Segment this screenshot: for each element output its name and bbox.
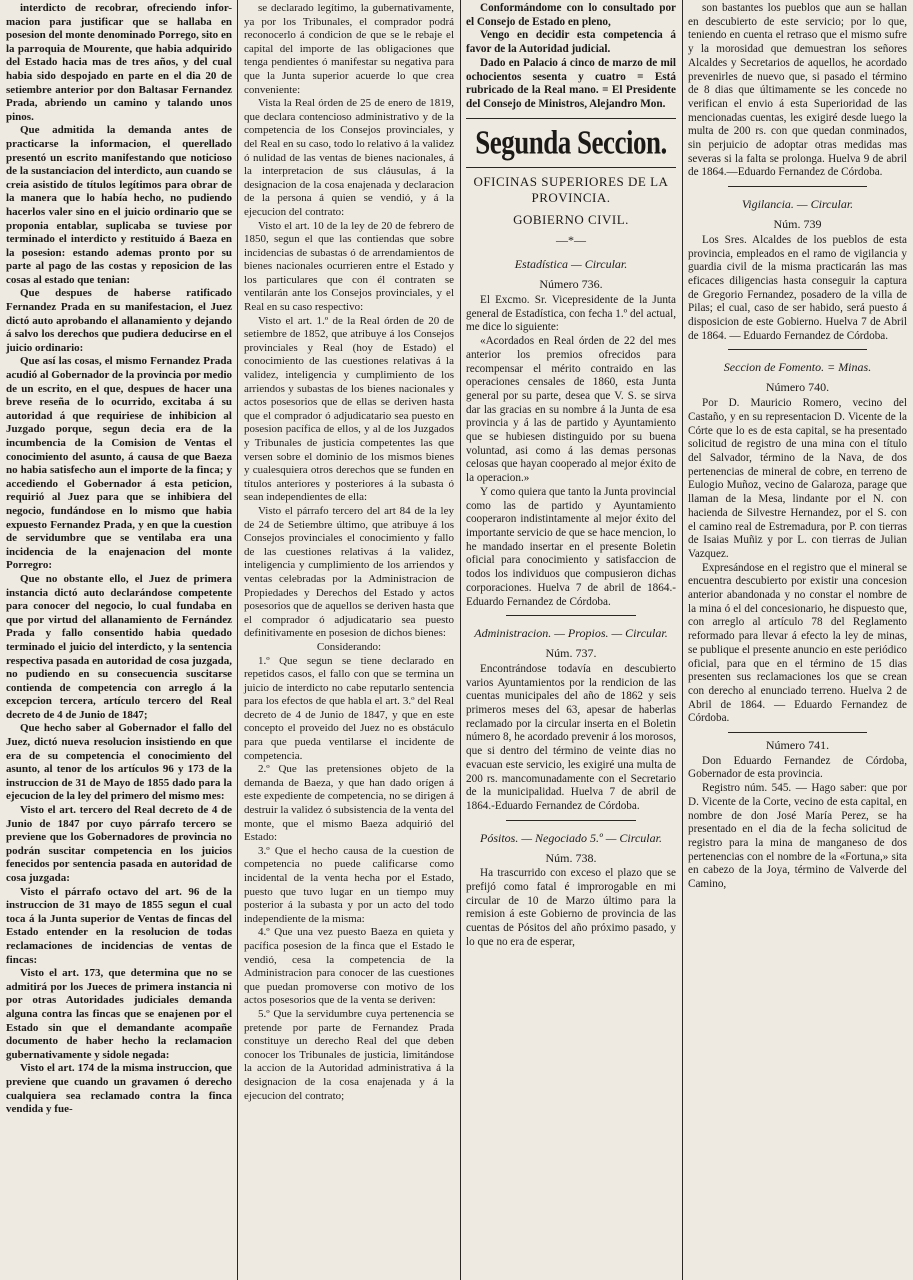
- paragraph: Visto el art. 1.º de la Real órden de 20 de setiembre de 1852, que atribuye á los Consejos provinciales y Real (hoy de Estado) el conocimiento de las cuestiones relativas á la validez, inteligencia y cumplimiento de los arriendos y subastas de los bienes nacionales y actos posesorios que de ellas se deriven hasta que el comprador ó adjudicatario sea puesto en posesion pacífica de ellos, y al de los Juzgados y Tribunales de justicia competentes las que versen sobre el dominio de los mismos bienes y cualesquiera otros derechos que se funden en títulos anteriores y posteriores á la subasta ó sean independientes de ella:: [244, 314, 454, 504]
- section-heading: Estadística — Circular.: [514, 257, 628, 272]
- paragraph: Visto el art. tercero del Real decreto de 4 de Junio de 1847 por cuyo párrafo tercero se previene que los Gobernadores de provincia no podrán suscitar competencia en los juicios fenecidos por sentencia pasada en autoridad de cosa juzgada:: [6, 804, 232, 884]
- paragraph: 4.º Que una vez puesto Baeza en quieta y pacífica posesion de la finca que el Estado le vendió, cesa la competencia de la Administracion para conocer de las cuestiones que puedan promoverse con motivo de los actos posesorios que de la venta se deriven:: [244, 926, 454, 1007]
- ornament-dash: —*—: [556, 232, 586, 247]
- paragraph: Que despues de haberse ratificado Fernandez Prada en su manifestacion, el Juez dictó auto aprobando el allanamiento y dejando á salvo los derechos que pudiera deducirse en el juicio ordinario:: [6, 287, 232, 354]
- paragraph: interdicto de recobrar, ofreciendo infor- macion para justificar que se hallaba en posesion del monte denominado Porrego, sito en la parroquia de Mourente, que habia adquirido del Estado hacia mas de tres años, y del cual habia sido despojado en parte en el dia 20 de setiembre anterior por don Baltasar Fernandez Prada, abriendo un camino y talando unos pinos.: [6, 2, 232, 123]
- paragraph: Registro núm. 545. — Hago saber: que por D. Vicente de la Corte, vecino de esta capital, en nombre de don José María Perez, se ha presentado en el dia de la fecha solicitud de registro para la mina de manganeso de dos pertenencias con el nombre de la «Fortuna,» sita en cabezo de la Joya, término de Valverde del Camino,: [688, 782, 907, 891]
- paragraph: Visto el párrafo octavo del art. 96 de la instruccion de 31 mayo de 1855 segun el cual toca á la Junta superior de Ventas de fincas del Estado entender en la resolucion de todas reclamaciones de incidencias de ventas de fincas:: [6, 885, 232, 966]
- paragraph: Visto el art. 173, que determina que no se admitirá por los Jueces de primera instancia ni por otras Autoridades judiciales demanda alguna contra las fincas que se enajenen por el Estado sin que el demandante acompañe documento de haber hecho la reclamacion gubernativamente y sidole negada:: [6, 967, 232, 1061]
- paragraph: Por D. Mauricio Romero, vecino del Castaño, y en su representacion D. Vicente de la Córte que lo es de esta capital, se ha presentado solicitud de registro de una mina con el título del Salvador, término de la Nava, de dos pertenencias de mineral de cobre, en terreno de Eulogio Muñoz, vecino de Galaroza, parage que llaman de la Mesa, lindante por el N. con hacienda de Silvestre Hernandez, por el S. con el camino real de Estremadura, por P. con tierras de Isaias Muñiz y por L. con tierras de Julian Vazquez.: [688, 397, 907, 560]
- paragraph: Don Eduardo Fernandez de Córdoba, Gobernador de esta provincia.: [688, 754, 907, 781]
- paragraph: Que así las cosas, el mismo Fernandez Prada acudió al Gobernador de la provincia por medio de un escrito, en el que, despues de hacer una breve reseña de lo ocurrido, excitaba á su autoridad á que requiriese de inhibicion al Juzgado porque, segun decia era de la incumbencia de la Comision de Ventas el conocimiento del asunto, á causa de que Baeza no habia satisfecho aun el importe de la finca; y accediendo el Gobernador á esta peticion, requirió al Juez para que se inhibiera del negocio, fundándose en lo mismo que habia expuesto Fernandez Prada, y en que la cuestion de servidumbre que se ventilaba era una incidencia de la enajenacion del monte Porregro:: [6, 355, 232, 572]
- notice-number: Número 740.: [765, 380, 830, 395]
- paragraph: Que hecho saber al Gobernador el fallo del Juez, dictó nueva resolucion insistiendo en que era de su competencia el conocimiento del asunto, al tenor de los artículos 96 y 173 de la instruccion de 31 de Mayo de 1855 dado para la ejecucion de la ley del primero del mismo mes:: [6, 722, 232, 803]
- notice-number: Número 741.: [765, 738, 830, 753]
- paragraph: Vista la Real órden de 25 de enero de 1819, que declara contencioso administrativo y de la competencia de los Consejos provinciales, y del Real en su caso, todo lo relativo á la validez ó nulidad de las ventas de bienes nacionales, á la interpretacion de sus cláusulas, á la designacion de la cosa enajenada y declaracion de la persona á quien se vendió, y á la ejecucion del contrato:: [244, 97, 454, 218]
- column-3: [460, 0, 682, 1280]
- paragraph: Que no obstante ello, el Juez de primera instancia dictó auto declarándose competente para conocer del negocio, lo cual fundaba en que por virtud del allanamiento de Fernández Prada y fallo consentido habia quedado terminado el juicio del interdicto, y la sentencia respectiva pasada en autoridad de cosa juzgada, no pudiendo en su consecuencia suscitarse contienda de competencia con arreglo á la excepcion tercera, artículo tercero del Real decreto de 4 de Junio de 1847;: [6, 572, 232, 721]
- paragraph: Expresándose en el registro que el mineral se encuentra descubierto por existir una concesion anterior abandonada y no constar el nombre de la mina ó el del concesionario, he dispuesto que, con arreglo al artículo 78 del Reglamento reformado para llevar á efecto la ley de minas, se publique el presente anuncio en este periódico oficial, para que en el término de 15 dias presenten sus reclamaciones los que se crean con derecho al enunciado terreno. Huelva 2 de Abril de 1864. — Eduardo Fernandez de Córdoba.: [688, 561, 908, 725]
- notice-number: Núm. 739: [773, 217, 822, 232]
- section-title: Segunda Seccion.: [475, 122, 667, 161]
- section-heading: Seccion de Fomento. = Minas.: [723, 360, 872, 375]
- paragraph: Encontrándose todavía en descubierto varios Ayuntamientos por la rendicion de las cuentas municipales del año de 1862 y seis primeros meses del 63, apesar de haberlas reclamado por la circular inserta en el Boletin número 8, he acordado prevenir á los morosos, que si dentro del término de veinte dias no evacuan este servicio, les exigiré una multa de 200 rs. mancomunadamente con el Secretario de la municipalidad. Huelva 7 de abril de 1864.-Eduardo Fernandez de Córdoba.: [466, 662, 676, 812]
- notice-number: Núm. 738.: [545, 850, 597, 865]
- notice-number: Núm. 737.: [545, 646, 597, 661]
- divider: [728, 732, 867, 733]
- paragraph: son bastantes los pueblos que aun se hallan en descubierto de este servicio; por lo que, teniendo en cuenta el retraso que el mismo sufre y la morosidad que demuestran los señores Alcaldes y Secretarios de aquellos, he acordado prevenirles de nuevo que, si pasado el término de 8 dias que últimamente se les concede no verifican el envio á esta Superioridad de las mencionadas cuentas, les exigiré desde luego la multa de 200 rs. con que quedan conminados, sin perjuicio de adoptar otras medidas mas severas si la falta se prolonga. Huelva 9 de abril de 1864.—Eduardo Fernandez de Córdoba.: [688, 2, 907, 179]
- column-2: [238, 0, 460, 1280]
- divider: [506, 820, 636, 821]
- paragraph: «Acordados en Real órden de 22 del mes anterior los premios ofrecidos para recompensar el mérito contraido en las operaciones censales de 1860, esta Junta general por su parte, desea que V. S. se sirva dar las gracias en su nombre á la Junta de esa provincia y á las de partido y Ayuntamiento que se hubiesen distinguido por su buena voluntad, asi como á las demas personas celosas que hayan cooperado al mejor éxito de la operacion.»: [466, 335, 676, 485]
- gobierno-heading: GOBIERNO CIVIL.: [513, 211, 629, 227]
- paragraph: 3.º Que el hecho causa de la cuestion de competencia no puede calificarse como incidental de la venta hecha por el Estado, puesto que tuvo lugar en un tiempo muy posterior á la subasta y por un acto del todo independiente de la misma:: [244, 844, 454, 925]
- paragraph: Los Sres. Alcaldes de los pueblos de esta provincia, empleados en el ramo de vigilancia y guardia civil de la misma practicarán las mas eficaces diligencias hasta conseguir la captura de Gregorio Fernandez, posadero de la villa de Pilas; el cual, caso de ser habido, será puesto á disposicion de este Gobierno. Huelva 7 de Abril de 1864. — Eduardo Fernandez de Córdoba.: [688, 233, 907, 342]
- paragraph: Considerando:: [316, 640, 382, 653]
- paragraph: Y como quiera que tanto la Junta provincial como las de partido y Ayuntamiento cooperaron indistintamente al mejor éxito del importante servicio de que se hace mencion, lo he mandado insertar en el presente Boletin oficial para conocimiento y satisfaccion de todos los individuos que compusieron dichas corporaciones. Huelva 7 de abril de 1864.-Eduardo Fernandez de Córdoba.: [466, 485, 677, 608]
- paragraph: Dado en Palacio á cinco de marzo de mil ochocientos sesenta y cuatro = Está rubricado de la Real mano. = El Presidente del Consejo de Ministros, Alejandro Mon.: [466, 56, 676, 110]
- column-1: [0, 0, 238, 1280]
- paragraph: se declarado legítimo, la gubernativamente, ya por los Tribunales, el comprador podrá reconocerlo á condicion de que se le rebaje el capital del importe de las obligaciones que tenga pendientes ó manifestar su negativa para que la Junta superior acuerde lo que crea conveniente:: [244, 2, 454, 96]
- divider: [728, 186, 867, 187]
- column-4: [682, 0, 913, 1280]
- paragraph: 1.º Que segun se tiene declarado en repetidos casos, el fallo con que se termina un juicio de interdicto no cabe reputarlo sentencia para los efectos de que habla el art. 3.º del Real decreto de 4 de Junio de 1847, y que en este concepto el proveido del Juez no es obstáculo para que pueda ventilarse el incidente de competencia.: [244, 654, 454, 762]
- paragraph: El Excmo. Sr. Vicepresidente de la Junta general de Estadística, con fecha 1.º del actual, me dice lo siguiente:: [466, 294, 676, 334]
- paragraph: Visto el art. 10 de la ley de 20 de febrero de 1850, segun el que las contiendas que sobre incidencias de subastas ó de arrendamientos de bienes nacionales ocurrieren entre el Estado y los particulares que con él contraten se ventilarán ante los Consejos provinciales, y el Real en su caso respectivo:: [244, 219, 454, 314]
- divider: [466, 118, 676, 119]
- notice-number: Número 736.: [539, 277, 603, 292]
- offices-heading: OFICINAS SUPERIORES DE LA PROVINCIA.: [473, 173, 669, 205]
- paragraph: 5.º Que la servidumbre cuya pertenencia se pretende por parte de Fernandez Prada constituye un derecho Real del que deben conocer los Tribunales de justicia, limitándose la accion de la Autoridad administrativa á la designacion de la cosa enajenada y á la ejecucion del contrato;: [244, 1007, 454, 1102]
- paragraph: Vengo en decidir esta competencia á favor de la Autoridad judicial.: [466, 29, 676, 56]
- section-heading: Vigilancia. — Circular.: [741, 197, 854, 212]
- section-heading: Pósitos. — Negociado 5.º — Circular.: [480, 830, 662, 845]
- divider: [506, 615, 636, 616]
- paragraph: 2.º Que las pretensiones objeto de la demanda de Baeza, y que han dado orígen á este expediente de competencia, no se dirigen á destruir la validez ó subsistencia de la venta del monte, que el mismo Baeza adquirió del Estado:: [244, 763, 454, 844]
- section-heading: Administracion. — Propios. — Circular.: [474, 626, 668, 641]
- paragraph: Conformándome con lo consultado por el Consejo de Estado en pleno,: [466, 2, 676, 28]
- divider: [728, 349, 867, 350]
- paragraph: Ha trascurrido con exceso el plazo que se prefijó como fatal é improrogable en mi circular de 10 de Marzo último para la remision á este Gobierno de provincia de las cuentas de Pósitos del año próximo pasado, y lo que no era de esperar,: [466, 867, 676, 948]
- paragraph: Que admitida la demanda antes de practicarse la informacion, el querellado presentó un escrito manifestando que noticioso de la sustanciacion del interdicto, aun cuando se creia asistido de títulos legítimos para obrar de la manera que lo había hecho, no pudiendo hacerlos valer sino en el juicio ordinario que se proponia entablar, suplicaba se tuviese por terminado el interdicto y restituido á Baeza en la posesion: estando ademas pronto por su parte al pago de las costas y reposicion de las cosas al estado que tenian:: [6, 124, 232, 286]
- paragraph: Visto el art. 174 de la misma instruccion, que previene que cuando un gravamen ó derecho cualquiera sea reclamado contra la finca vendida y fue-: [6, 1062, 232, 1116]
- paragraph: Visto el párrafo tercero del art 84 de la ley de 24 de Setiembre último, que atribuye á los Consejos provinciales el conocimiento y fallo de las cuestiones relativas á la validez, inteligencia y cumplimiento de los arriendos y ventas celebradas por la Administracion de Propiedades y Derechos del Estado y actos posesorios que de aquellos se deriven hasta que el comprador ó adjudicatario sea puesto definitivamente en posesion de dichos bienes:: [244, 504, 454, 640]
- divider: [466, 167, 676, 168]
